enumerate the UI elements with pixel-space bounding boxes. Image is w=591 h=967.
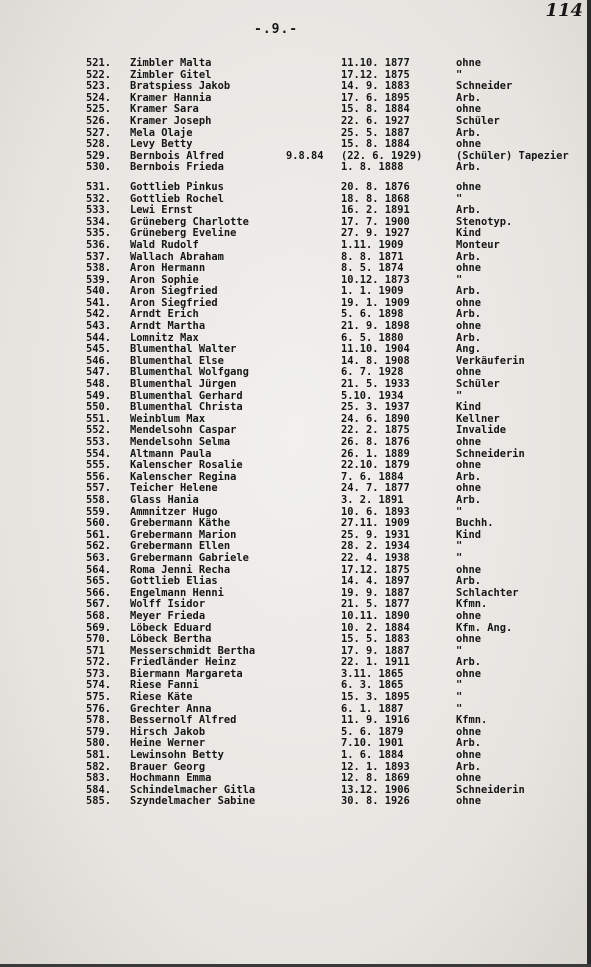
entry-name: Bessernolf Alfred (130, 714, 237, 727)
entry-occupation: " (456, 540, 463, 553)
entry-occupation: Arb. (456, 250, 482, 263)
list-item (0, 139, 591, 151)
entry-occupation: ohne (456, 459, 482, 472)
entry-number: 545. (86, 343, 112, 356)
entry-name: Wald Rudolf (130, 238, 199, 251)
entry-number: 544. (86, 331, 112, 344)
entry-number: 541. (86, 296, 112, 309)
entry-occupation: Arb. (456, 470, 482, 483)
list-item (0, 162, 591, 174)
entry-name: Riese Fanni (130, 679, 199, 692)
entry-number: 573. (86, 667, 112, 680)
list-item (0, 58, 591, 70)
entry-name: Blumenthal Christa (130, 401, 243, 414)
list-item (0, 634, 591, 646)
entry-birth-date: 5. 6. 1879 (341, 725, 404, 738)
entry-birth-date: 25. 3. 1937 (341, 401, 410, 414)
entry-name: Brauer Georg (130, 760, 206, 773)
entry-number: 569. (86, 621, 112, 634)
entry-name: Arndt Martha (130, 320, 206, 333)
entry-number: 570. (86, 633, 112, 646)
entry-occupation: Arb. (456, 656, 482, 669)
entry-birth-date: (22. 6. 1929) (341, 149, 423, 162)
entry-birth-date: 1. 1. 1909 (341, 285, 404, 298)
entry-birth-date: 17. 9. 1887 (341, 644, 410, 657)
entry-number: 524. (86, 91, 112, 104)
entry-name: Blumenthal Jürgen (130, 378, 237, 391)
entry-number: 584. (86, 783, 112, 796)
list-item (0, 321, 591, 333)
list-item (0, 553, 591, 565)
entry-occupation: " (456, 551, 463, 564)
entry-occupation: Schüler (456, 378, 500, 391)
entry-number: 551. (86, 412, 112, 425)
entry-birth-date: 10. 2. 1884 (341, 621, 410, 634)
entry-occupation: Kellner (456, 412, 500, 425)
entry-name: Friedländer Heinz (130, 656, 237, 669)
entry-birth-date: 17. 6. 1895 (341, 91, 410, 104)
entry-number: 528. (86, 138, 112, 151)
entry-occupation: ohne (456, 436, 482, 448)
list-item (0, 611, 591, 623)
entry-birth-date: 11.10. 1904 (341, 343, 410, 356)
entry-occupation: " (456, 702, 463, 715)
entry-name: Gottlieb Pinkus (130, 180, 224, 193)
entry-occupation: ohne (456, 103, 482, 116)
entry-name: Glass Hania (130, 493, 199, 506)
entry-occupation: Buchh. (456, 517, 494, 530)
entry-birth-date: 26. 8. 1876 (341, 436, 410, 448)
list-item (0, 437, 591, 449)
entry-number: 540. (86, 285, 112, 298)
entry-number: 561. (86, 528, 112, 541)
entry-occupation: " (456, 273, 463, 286)
entry-name: Zimbler Malta (130, 57, 212, 69)
entry-birth-date: 25. 9. 1931 (341, 528, 410, 541)
entry-birth-date: 20. 8. 1876 (341, 180, 410, 193)
entry-birth-date: 25. 5. 1887 (341, 126, 410, 139)
entry-number: 563. (86, 551, 112, 564)
entry-number: 572. (86, 656, 112, 669)
entry-name: Bernbois Alfred (130, 149, 224, 162)
entry-name: Ammnitzer Hugo (130, 505, 218, 518)
entry-number: 529. (86, 149, 112, 162)
entry-birth-date: 6. 3. 1865 (341, 679, 404, 692)
entry-name: Grüneberg Charlotte (130, 215, 249, 228)
entry-number: 532. (86, 192, 112, 205)
entry-occupation: Schneider (456, 80, 513, 93)
entry-number: 552. (86, 424, 112, 437)
entry-birth-date: 11.10. 1877 (341, 57, 410, 69)
entry-name: Levy Betty (130, 138, 193, 151)
list-item (0, 205, 591, 217)
entry-number: 559. (86, 505, 112, 518)
entry-name: Arndt Erich (130, 308, 199, 321)
entry-number: 564. (86, 563, 112, 576)
entry-occupation: ohne (456, 667, 482, 680)
entry-occupation: ohne (456, 57, 482, 69)
entry-name: Roma Jenni Recha (130, 563, 231, 576)
entry-number: 547. (86, 366, 112, 379)
entry-name: Grechter Anna (130, 702, 212, 715)
entry-occupation: " (456, 192, 463, 205)
entry-number: 576. (86, 702, 112, 715)
entry-name: Grebermann Ellen (130, 540, 231, 553)
entry-occupation: Schneiderin (456, 447, 525, 460)
entry-number: 575. (86, 691, 112, 704)
entry-birth-date: 11. 9. 1916 (341, 714, 410, 727)
entry-occupation: Arb. (456, 308, 482, 321)
list-item (0, 379, 591, 391)
entry-birth-date: 16. 2. 1891 (341, 204, 410, 217)
list-item (0, 750, 591, 762)
entry-name: Lewi Ernst (130, 204, 193, 217)
entry-occupation: ohne (456, 795, 482, 808)
entry-name: Hirsch Jakob (130, 725, 206, 738)
entry-birth-date: 10. 6. 1893 (341, 505, 410, 518)
entry-occupation: ohne (456, 366, 482, 379)
entry-name: Wolff Isidor (130, 598, 206, 611)
entry-name: Gottlieb Elias (130, 575, 218, 588)
corner-folio-number: 114 (545, 0, 583, 21)
entry-name: Meyer Frieda (130, 609, 206, 622)
entry-number: 543. (86, 320, 112, 333)
entry-name: Kramer Joseph (130, 114, 212, 127)
entry-number: 571 (86, 644, 105, 657)
entry-birth-date: 1. 6. 1884 (341, 749, 404, 762)
entry-number: 542. (86, 308, 112, 321)
entry-number: 523. (86, 80, 112, 93)
list-item (0, 263, 591, 275)
entry-birth-date: 7.10. 1901 (341, 737, 404, 750)
entry-name: Lewinsohn Betty (130, 749, 224, 762)
entry-alt-date: 9.8.84 (286, 149, 324, 162)
entry-occupation: Monteur (456, 238, 500, 251)
entry-occupation: Kind (456, 401, 482, 414)
entry-number: 582. (86, 760, 112, 773)
entry-occupation: Kfmn. (456, 714, 488, 727)
entry-occupation: " (456, 68, 463, 81)
entry-birth-date: 21. 5. 1877 (341, 598, 410, 611)
entry-birth-date: 28. 2. 1934 (341, 540, 410, 553)
entry-number: 539. (86, 273, 112, 286)
entry-name: Kalenscher Regina (130, 470, 237, 483)
entry-occupation: ohne (456, 320, 482, 333)
entry-occupation: ohne (456, 180, 482, 193)
entry-occupation: Arb. (456, 285, 482, 298)
entry-name: Mendelsohn Selma (130, 436, 231, 448)
entry-birth-date: 5. 6. 1898 (341, 308, 404, 321)
entry-number: 531. (86, 180, 112, 193)
entry-occupation: ohne (456, 749, 482, 762)
entry-name: Szyndelmacher Sabine (130, 795, 256, 808)
entry-number: 534. (86, 215, 112, 228)
entry-number: 558. (86, 493, 112, 506)
entry-occupation: Invalide (456, 424, 507, 437)
list-item (0, 576, 591, 588)
list-item (0, 692, 591, 704)
entry-number: 549. (86, 389, 112, 402)
entry-number: 560. (86, 517, 112, 530)
entry-name: Zimbler Gitel (130, 68, 212, 81)
entry-number: 580. (86, 737, 112, 750)
entry-number: 585. (86, 795, 112, 808)
entry-occupation: Stenotyp. (456, 215, 513, 228)
entry-birth-date: 10.11. 1890 (341, 609, 410, 622)
entry-birth-date: 6. 7. 1928 (341, 366, 404, 379)
entry-name: Grebermann Gabriele (130, 551, 249, 564)
entry-number: 525. (86, 103, 112, 116)
entry-name: Löbeck Bertha (130, 633, 212, 646)
entry-number: 566. (86, 586, 112, 599)
entry-occupation: ohne (456, 262, 482, 275)
entry-number: 522. (86, 68, 112, 81)
entry-birth-date: 15. 5. 1883 (341, 633, 410, 646)
entry-number: 548. (86, 378, 112, 391)
entry-birth-date: 6. 1. 1887 (341, 702, 404, 715)
entry-name: Grüneberg Eveline (130, 227, 237, 240)
entry-name: Bernbois Frieda (130, 161, 224, 174)
entry-occupation: Kfmn. (456, 598, 488, 611)
entry-occupation: ohne (456, 296, 482, 309)
entry-occupation: Arb. (456, 760, 482, 773)
entry-name: Biermann Margareta (130, 667, 243, 680)
entry-birth-date: 17.12. 1875 (341, 68, 410, 81)
entry-occupation: Schneiderin (456, 783, 525, 796)
entry-occupation: ohne (456, 725, 482, 738)
entry-birth-date: 3.11. 1865 (341, 667, 404, 680)
entry-name: Heine Werner (130, 737, 206, 750)
page-number: -.9.- (254, 22, 299, 37)
entry-birth-date: 24. 6. 1890 (341, 412, 410, 425)
entry-number: 521. (86, 57, 112, 69)
entry-name: Schindelmacher Gitla (130, 783, 256, 796)
entry-occupation: Schüler (456, 114, 500, 127)
entry-name: Messerschmidt Bertha (130, 644, 256, 657)
entry-number: 538. (86, 262, 112, 275)
entry-birth-date: 13.12. 1906 (341, 783, 410, 796)
entry-birth-date: 22. 2. 1875 (341, 424, 410, 437)
entry-occupation: ohne (456, 772, 482, 785)
entry-number: 567. (86, 598, 112, 611)
entry-occupation: Arb. (456, 161, 482, 174)
entry-occupation: ohne (456, 563, 482, 576)
entry-name: Riese Käte (130, 691, 193, 704)
entry-number: 556. (86, 470, 112, 483)
entry-name: Blumenthal Walter (130, 343, 237, 356)
entry-name: Blumenthal Gerhard (130, 389, 243, 402)
entry-birth-date: 15. 3. 1895 (341, 691, 410, 704)
entry-name: Aron Hermann (130, 262, 206, 275)
entry-number: 530. (86, 161, 112, 174)
entry-occupation: ohne (456, 609, 482, 622)
entry-occupation: Arb. (456, 91, 482, 104)
entry-occupation: Arb. (456, 575, 482, 588)
entry-number: 550. (86, 401, 112, 414)
list-item (0, 116, 591, 128)
entry-birth-date: 22. 1. 1911 (341, 656, 410, 669)
entry-occupation: " (456, 505, 463, 518)
entry-occupation: ohne (456, 138, 482, 151)
entry-number: 555. (86, 459, 112, 472)
entry-birth-date: 1.11. 1909 (341, 238, 404, 251)
entry-occupation: Ang. (456, 343, 482, 356)
entry-occupation: " (456, 644, 463, 657)
entry-birth-date: 15. 8. 1884 (341, 103, 410, 116)
entry-number: 578. (86, 714, 112, 727)
entry-name: Blumenthal Wolfgang (130, 366, 249, 379)
entry-name: Grebermann Marion (130, 528, 237, 541)
entry-birth-date: 30. 8. 1926 (341, 795, 410, 808)
entry-number: 536. (86, 238, 112, 251)
entry-occupation: ohne (456, 482, 482, 495)
entry-name: Weinblum Max (130, 412, 206, 425)
entry-birth-date: 26. 1. 1889 (341, 447, 410, 460)
entry-birth-date: 8. 8. 1871 (341, 250, 404, 263)
entry-birth-date: 5.10. 1934 (341, 389, 404, 402)
entry-number: 537. (86, 250, 112, 263)
entry-birth-date: 27. 9. 1927 (341, 227, 410, 240)
entry-occupation: Kind (456, 227, 482, 240)
entry-occupation: Arb. (456, 493, 482, 506)
entry-name: Blumenthal Else (130, 354, 224, 367)
entry-occupation: Arb. (456, 737, 482, 750)
entry-name: Mela Olaje (130, 126, 193, 139)
entry-birth-date: 14. 9. 1883 (341, 80, 410, 93)
entry-number: 527. (86, 126, 112, 139)
entry-name: Altmann Paula (130, 447, 212, 460)
entry-name: Lomnitz Max (130, 331, 199, 344)
entry-occupation: ohne (456, 633, 482, 646)
entry-birth-date: 6. 5. 1880 (341, 331, 404, 344)
entry-name: Gottlieb Rochel (130, 192, 224, 205)
entry-name: Aron Sophie (130, 273, 199, 286)
entry-occupation: Verkäuferin (456, 354, 525, 367)
entry-birth-date: 14. 8. 1908 (341, 354, 410, 367)
entry-birth-date: 12. 1. 1893 (341, 760, 410, 773)
list-item (0, 240, 591, 252)
entry-birth-date: 12. 8. 1869 (341, 772, 410, 785)
entry-name: Aron Siegfried (130, 285, 218, 298)
entry-birth-date: 22. 6. 1927 (341, 114, 410, 127)
entry-occupation: Kind (456, 528, 482, 541)
entry-name: Hochmann Emma (130, 772, 212, 785)
list-item (0, 796, 591, 808)
entry-birth-date: 18. 8. 1868 (341, 192, 410, 205)
entry-number: 546. (86, 354, 112, 367)
entry-number: 568. (86, 609, 112, 622)
entry-number: 553. (86, 436, 112, 448)
entry-birth-date: 7. 6. 1884 (341, 470, 404, 483)
entry-occupation: " (456, 389, 463, 402)
entry-number: 574. (86, 679, 112, 692)
entry-occupation: Arb. (456, 126, 482, 139)
entry-birth-date: 17. 7. 1900 (341, 215, 410, 228)
entry-birth-date: 1. 8. 1888 (341, 161, 404, 174)
entry-birth-date: 8. 5. 1874 (341, 262, 404, 275)
entry-occupation: Schlachter (456, 586, 519, 599)
entry-number: 535. (86, 227, 112, 240)
entry-name: Aron Siegfried (130, 296, 218, 309)
entry-number: 557. (86, 482, 112, 495)
entry-name: Kramer Hannia (130, 91, 212, 104)
entry-name: Bratspiess Jakob (130, 80, 231, 93)
entry-name: Wallach Abraham (130, 250, 224, 263)
entry-name: Engelmann Henni (130, 586, 224, 599)
entry-birth-date: 22.10. 1879 (341, 459, 410, 472)
entry-birth-date: 15. 8. 1884 (341, 138, 410, 151)
entry-occupation: " (456, 679, 463, 692)
list-item (0, 518, 591, 530)
entry-birth-date: 10.12. 1873 (341, 273, 410, 286)
entry-birth-date: 19. 1. 1909 (341, 296, 410, 309)
entry-number: 581. (86, 749, 112, 762)
entry-birth-date: 22. 4. 1938 (341, 551, 410, 564)
entry-name: Kramer Sara (130, 103, 199, 116)
entry-number: 579. (86, 725, 112, 738)
entry-number: 583. (86, 772, 112, 785)
entry-name: Kalenscher Rosalie (130, 459, 243, 472)
entry-number: 526. (86, 114, 112, 127)
entry-occupation: Arb. (456, 204, 482, 217)
list-item (0, 495, 591, 507)
entry-name: Grebermann Käthe (130, 517, 231, 530)
entry-birth-date: 19. 9. 1887 (341, 586, 410, 599)
entry-birth-date: 27.11. 1909 (341, 517, 410, 530)
entry-occupation: Kfm. Ang. (456, 621, 513, 634)
entry-occupation: Arb. (456, 331, 482, 344)
entry-birth-date: 21. 5. 1933 (341, 378, 410, 391)
entry-occupation: (Schüler) Tapezier (456, 149, 569, 162)
entry-name: Mendelsohn Caspar (130, 424, 237, 437)
entry-number: 565. (86, 575, 112, 588)
entry-number: 533. (86, 204, 112, 217)
entry-number: 562. (86, 540, 112, 553)
list-item (0, 182, 591, 194)
entry-birth-date: 14. 4. 1897 (341, 575, 410, 588)
entry-occupation: " (456, 691, 463, 704)
entry-birth-date: 3. 2. 1891 (341, 493, 404, 506)
entry-name: Löbeck Eduard (130, 621, 212, 634)
entry-birth-date: 21. 9. 1898 (341, 320, 410, 333)
entry-birth-date: 17.12. 1875 (341, 563, 410, 576)
entry-list (0, 58, 591, 808)
entry-number: 554. (86, 447, 112, 460)
entry-name: Teicher Helene (130, 482, 218, 495)
entry-birth-date: 24. 7. 1877 (341, 482, 410, 495)
